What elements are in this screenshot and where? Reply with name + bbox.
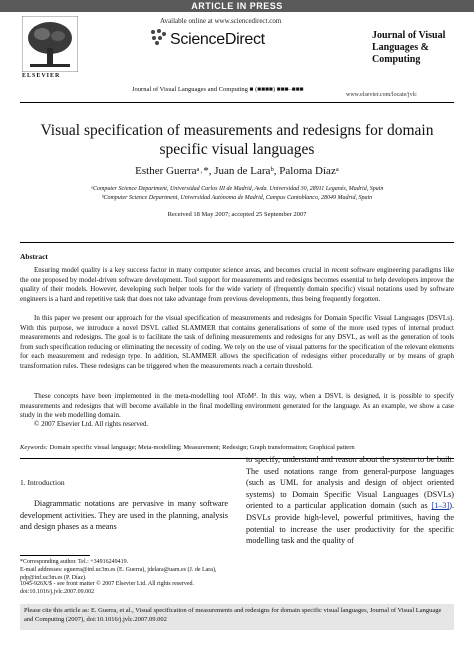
footnote-rule: [20, 555, 90, 556]
section-heading-introduction: 1. Introduction: [20, 478, 65, 487]
copyright-line: © 2007 Elsevier Ltd. All rights reserved.: [34, 420, 149, 428]
available-online-text: Available online at www.sciencedirect.com: [160, 17, 282, 25]
corresponding-author-footnote: *Corresponding author. Tel.: +34916249419.: [20, 559, 129, 565]
intro-right-text: to specify, understand and reason about the system to be built. The used notations range from general-purpose languages (such as UML for analysis and design of object oriented systems) to Domain Specific Visual Languages (DSVLs) oriented to a particular application domain (such as: [246, 455, 454, 511]
journal-url: www.elsevier.com/locate/jvlc: [346, 92, 417, 98]
intro-right-text: ). DSVLs provide high-level, powerful primitives, having the potential to increase the user productivity for the specific modelling task and the quality of: [246, 501, 454, 546]
reference-link[interactable]: [1–3]: [431, 501, 450, 511]
article-in-press-banner: ARTICLE IN PRESS: [0, 0, 474, 12]
author-list: Esther Guerraᵃ˒*, Juan de Laraᵇ, Paloma Díazᵃ: [135, 165, 339, 177]
citation-notice-box: Please cite this article as: E. Guerra, et al., Visual specification of measurements and redesigns for domain specific visual languages, Journal of Visual Language and Computing (2007), doi:10.1016/j.jvlc.2007.09.002: [20, 604, 454, 630]
doi-text: doi:10.1016/j.jvlc.2007.09.002: [20, 589, 95, 595]
abstract-heading: Abstract: [20, 252, 48, 261]
issn-text: 1045-926X/$ - see front matter © 2007 Elsevier Ltd. All rights reserved.: [20, 581, 195, 587]
affiliation-b: ᵇComputer Science Department, Universidad Autónoma de Madrid, Campus Cantoblanco, 28049 Madrid, Spain: [101, 195, 373, 201]
abstract-top-rule: [20, 242, 454, 243]
affiliation-a: ᵃComputer Science Department, Universidad Carlos III de Madrid, Avda. Universidad 30, 28911 Leganés, Madrid, Spain: [90, 186, 384, 192]
journal-title: Journal of Visual Languages & Computing: [372, 30, 446, 65]
intro-left-column: Diagrammatic notations are pervasive in many software development activities. They are used in the planning, analysis and design phases as a means: [20, 499, 228, 532]
received-dates: Received 18 May 2007; accepted 25 September 2007: [167, 211, 307, 218]
elsevier-tree-logo: [22, 16, 78, 72]
intro-right-column: [246, 454, 454, 547]
keywords-label: Keywords:: [20, 444, 48, 451]
elsevier-wordmark: ELSEVIER: [22, 73, 61, 79]
sciencedirect-wordmark: ScienceDirect: [170, 31, 265, 48]
abstract-paragraph: Ensuring model quality is a key success factor in many computer science areas, and becomes crucial in recent software engineering paradigms like the one proposed by model-driven software development. Tool support for measurements and redesigns becomes essential to help developers improve the quality of their models. However, developing such helper tools for the wide variety of (frequently domain specific) visual notations used by software engineers is a hard and repetitive task that does not take advantage from previous developments, thus being frequently forgotten.: [20, 266, 454, 303]
journal-citation-line: Journal of Visual Languages and Computing ■ (■■■■) ■■■–■■■: [132, 86, 304, 93]
header-rule: [20, 102, 454, 103]
abstract-paragraph: These concepts have been implemented in the meta-modelling tool AToM³. In this way, when a DSVL is designed, it is possible to specify measurements and redesigns that will become available in the final modelling environment generated for the language. As an example, we show a case study in the web modelling domain.: [20, 392, 454, 420]
sciencedirect-logo-icon: [148, 27, 168, 47]
issn-line: [20, 580, 230, 596]
keywords-text: Domain specific visual language; Meta-modelling; Measurement; Redesign; Graph transformation; Graphical pattern: [49, 444, 355, 451]
abstract-paragraph: In this paper we present our approach for the visual specification of measurements and redesigns for Domain Specific Visual Languages (DSVLs). With this purpose, we introduce a novel DSVL called SLAMMER that contains generalisations of some of the more used types of internal product measurements and redesigns. The goal is to facilitate the task of defining measurements and redesigns for any DSVL, as well as the generation of tools from such specification reducing or eliminating the necessity of coding. We rely on the use of visual patterns for the specification of the relevant elements for each measurement and redesign type. In addition, SLAMMER allows the specification of redesigns either procedurally or by means of graph transformation rules. These redesigns can be triggered when the measurements reach a certain threshold.: [20, 314, 454, 370]
email-footnote: E-mail addresses: eguerra@inf.uc3m.es (E. Guerra), jdelara@uam.es (J. de Lara), pdp@inf.uc3m.es (P. Díaz).: [20, 567, 217, 581]
article-title: Visual specification of measurements and redesigns for domain specific visual languages: [40, 122, 434, 158]
keywords-line: [20, 444, 454, 451]
